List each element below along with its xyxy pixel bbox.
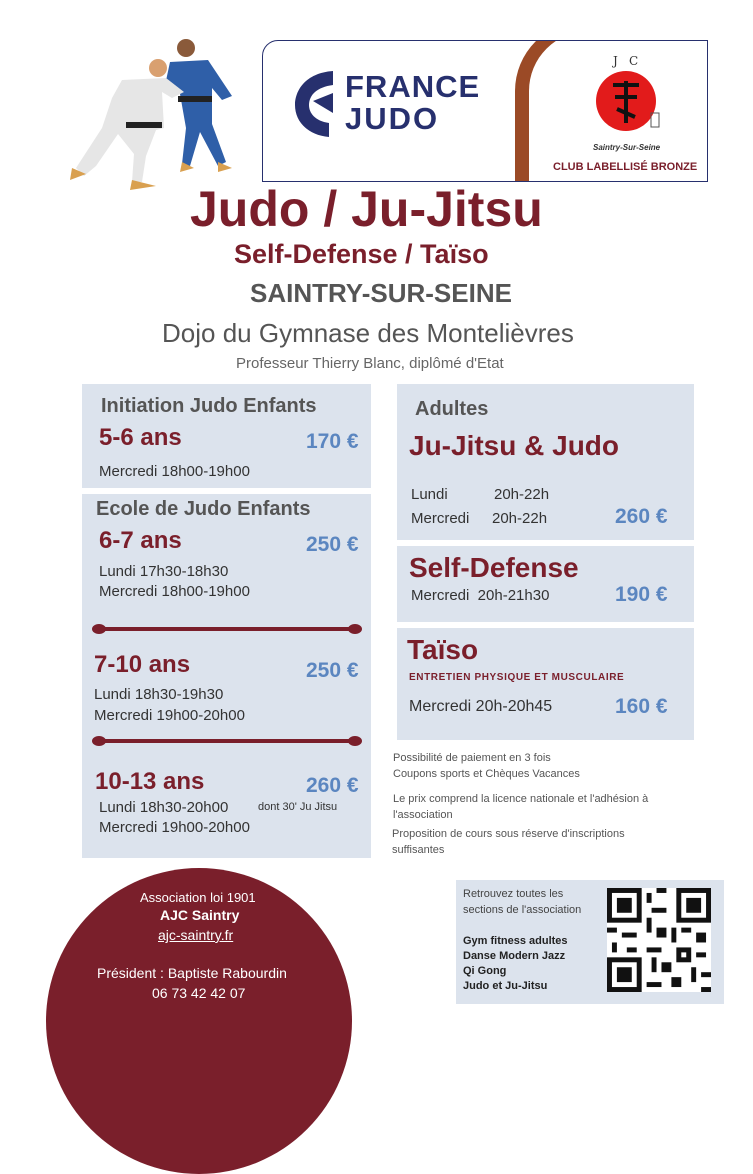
init-time: Mercredi 18h00-19h00 xyxy=(99,463,250,480)
city-title: SAINTRY-SUR-SEINE xyxy=(250,278,512,308)
note-reserve-cont: suffisantes xyxy=(392,844,445,856)
sd-title: Self-Defense xyxy=(409,552,579,583)
g2-price: 250 € xyxy=(306,659,359,682)
g3-age: 10-13 ans xyxy=(95,768,205,795)
club-badge: CLUB LABELLISÉ BRONZE xyxy=(553,161,698,173)
init-heading: Initiation Judo Enfants xyxy=(101,395,317,417)
g3-time2: Mercredi 19h00-20h00 xyxy=(99,819,250,836)
g2-time1: Lundi 18h30-19h30 xyxy=(94,686,224,703)
main-title: Judo / Ju-Jitsu xyxy=(190,181,543,237)
school-heading: Ecole de Judo Enfants xyxy=(96,498,311,520)
g3-price: 260 € xyxy=(306,774,359,797)
venue: Dojo du Gymnase des Montelièvres xyxy=(162,318,574,348)
adults-heading: Adultes xyxy=(415,398,489,420)
sd-time: Mercredi 20h-21h30 xyxy=(411,587,550,604)
brand-judo: JUDO xyxy=(345,101,440,136)
judoka-illustration xyxy=(62,34,242,196)
jj-day1: Lundi xyxy=(411,486,448,503)
g1-time2: Mercredi 18h00-19h00 xyxy=(99,583,250,600)
g1-age: 6-7 ans xyxy=(99,527,182,554)
subtitle: Self-Defense / Taïso xyxy=(234,239,489,269)
jj-price: 260 € xyxy=(615,505,668,528)
init-age: 5-6 ans xyxy=(99,424,182,451)
qr-code-icon xyxy=(606,888,712,992)
ta-sub: ENTRETIEN PHYSIQUE ET MUSCULAIRE xyxy=(409,672,625,683)
france-judo-logo-icon xyxy=(289,65,339,141)
svg-text:J: J xyxy=(613,54,618,68)
brand-france: FRANCE xyxy=(345,69,481,104)
association-president: Président : Baptiste Rabourdin xyxy=(97,965,287,981)
g2-age: 7-10 ans xyxy=(94,651,191,678)
section-item: Danse Modern Jazz xyxy=(463,950,566,962)
sd-price: 190 € xyxy=(615,583,668,606)
ta-time: Mercredi 20h-20h45 xyxy=(409,698,553,715)
association-name: AJC Saintry xyxy=(160,907,240,923)
divider xyxy=(96,627,358,631)
ta-title: Taïso xyxy=(407,634,479,665)
association-phone: 06 73 42 42 07 xyxy=(152,985,246,1001)
g2-time2: Mercredi 19h00-20h00 xyxy=(94,707,245,724)
sections-intro-1: Retrouvez toutes les xyxy=(463,888,564,900)
g3-time1: Lundi 18h30-20h00 xyxy=(99,799,229,816)
divider xyxy=(96,739,358,743)
jj-hours1: 20h-22h xyxy=(494,486,550,503)
header-banner xyxy=(262,40,708,182)
svg-text:C: C xyxy=(629,54,639,68)
init-price: 170 € xyxy=(306,430,359,453)
teacher: Professeur Thierry Blanc, diplômé d'Etat xyxy=(236,355,504,372)
jj-title: Ju-Jitsu & Judo xyxy=(409,430,620,461)
note-licence: Le prix comprend la licence nationale et l'adhésion à xyxy=(393,793,649,805)
jj-hours2: 20h-22h xyxy=(492,510,548,527)
note-coupons: Coupons sports et Chèques Vacances xyxy=(393,768,580,780)
note-payment: Possibilité de paiement en 3 fois xyxy=(393,752,551,764)
jj-day2: Mercredi xyxy=(411,510,470,527)
g3-note: dont 30' Ju Jitsu xyxy=(258,801,338,813)
club-emblem-icon xyxy=(593,51,663,151)
association-website-link[interactable]: ajc-saintry.fr xyxy=(158,927,234,943)
association-type: Association loi 1901 xyxy=(140,890,256,905)
note-licence-cont: l'association xyxy=(393,809,453,821)
ta-price: 160 € xyxy=(615,695,668,718)
note-reserve: Proposition de cours sous réserve d'inscriptions xyxy=(392,828,625,840)
g1-price: 250 € xyxy=(306,533,359,556)
g1-time1: Lundi 17h30-18h30 xyxy=(99,563,229,580)
section-item: Qi Gong xyxy=(463,965,507,977)
section-item: Gym fitness adultes xyxy=(463,935,568,947)
section-item: Judo et Ju-Jitsu xyxy=(463,980,548,992)
sections-intro-2: sections de l'association xyxy=(463,904,582,916)
club-caption: Saintry-Sur-Seine xyxy=(593,143,661,152)
